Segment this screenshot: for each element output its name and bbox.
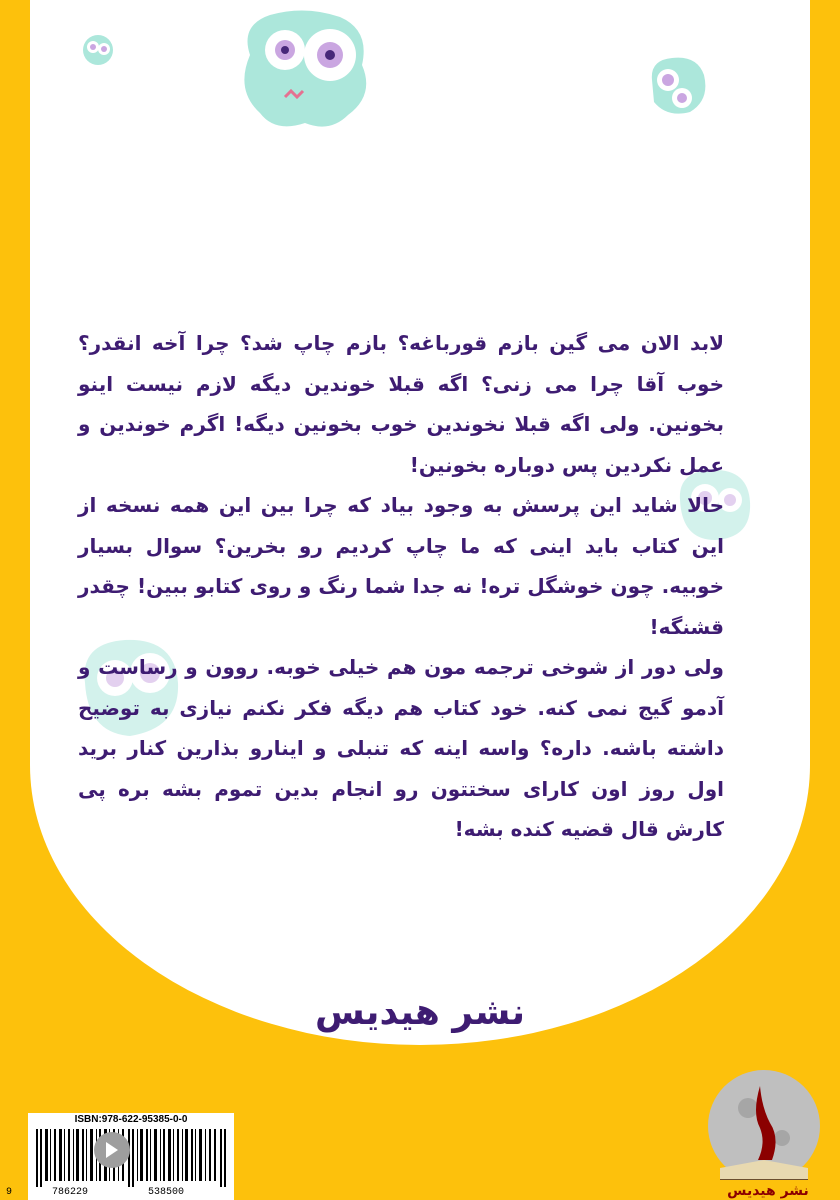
monster-illustration-top bbox=[230, 5, 380, 135]
store-logo-icon bbox=[92, 1130, 132, 1170]
blurb-paragraph-1: لابد الان می گین بازم قورباغه؟ بازم چاپ شد؟ چرا آخه انقدر؟ خوب آقا چرا می زنی؟ اگه قبلا خوندین دیگه لازم نیست اینو بخونین. ولی اگه قبلا نخوندین خوب بخونین دیگه! اگرم خوندین و عمل نکردین پس دوباره بخونین! bbox=[78, 331, 724, 477]
emblem-label: نشر هیدیس bbox=[727, 1183, 809, 1199]
barcode-digits-left: 786229 bbox=[52, 1187, 89, 1198]
back-cover-blurb bbox=[78, 323, 724, 850]
barcode-digits-right: 538500 bbox=[148, 1187, 185, 1198]
publisher-emblem-icon bbox=[700, 1068, 830, 1193]
isbn-text: ISBN:978-622-95385-0-0 bbox=[74, 1114, 188, 1125]
barcode-digit-lead: 9 bbox=[6, 1187, 13, 1198]
monster-illustration-left bbox=[78, 30, 118, 70]
blurb-paragraph-3: ولی دور از شوخی ترجمه مون هم خیلی خوبه. روون و رساست و آدمو گیج نمی کنه. خود کتاب هم دیگه فکر نکنم نیازی به توضیح داشته باشه. داره؟ واسه اینه که تنبلی و اینارو بذارین کنار برید اول روز اون کارای سختتون رو انجام بدین تموم بشه بره پی کارش قال قضیه کنده بشه! bbox=[78, 655, 724, 841]
monster-illustration-right bbox=[642, 50, 712, 120]
publisher-name: نشر هیدیس bbox=[315, 992, 525, 1033]
blurb-paragraph-2: حالا شاید این پرسش به وجود بیاد که چرا بین این همه نسخه از این کتاب باید اینی که ما چاپ کردیم رو بخرین؟ سوال بسیار خوبیه. چون خوشگل تره! نه جدا شما رنگ و روی کتابو ببین! چقدر قشنگه! bbox=[78, 493, 724, 639]
